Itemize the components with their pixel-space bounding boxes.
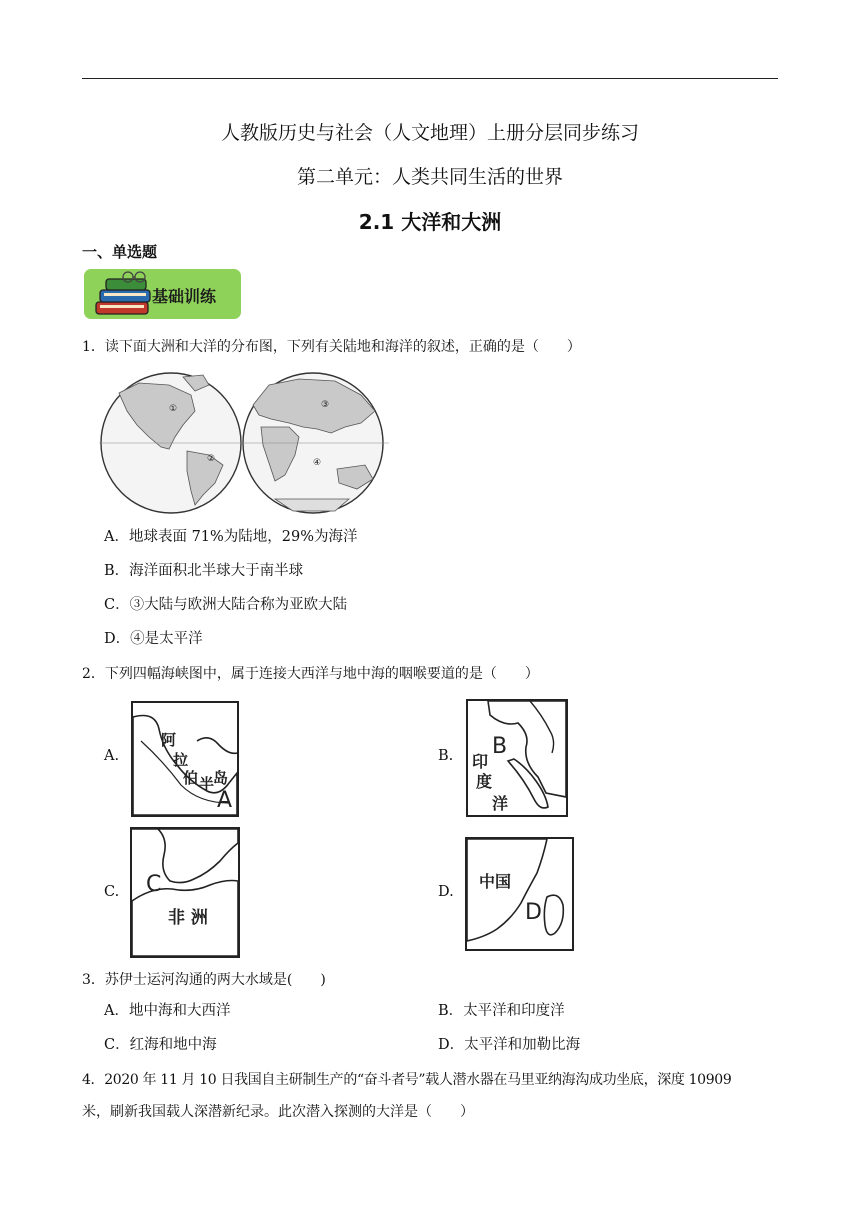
question-1-stem: 1．读下面大洲和大洋的分布图，下列有关陆地和海洋的叙述，正确的是（ ） (82, 339, 581, 355)
map-marker-2: ② (206, 454, 216, 464)
q3-option-d[interactable]: D．太平洋和加勒比海 (438, 1037, 581, 1053)
svg-text:C: C (146, 872, 162, 897)
question-4-stem-line1: 4．2020 年 11 月 10 日我国自主研制生产的“奋斗者号”载人潜水器在马里亚纳海沟成功坐底，深度 10909 (82, 1072, 732, 1088)
q1-option-a[interactable]: A．地球表面 71%为陆地，29%为海洋 (104, 529, 358, 545)
strait-map-d[interactable] (465, 837, 574, 951)
strait-map-a[interactable] (131, 701, 239, 817)
q2-option-c-label[interactable]: C. (104, 884, 120, 900)
question-3-stem: 3．苏伊士运河沟通的两大水域是( ) (82, 972, 326, 988)
q3-option-b[interactable]: B．太平洋和印度洋 (438, 1003, 565, 1019)
map-marker-1: ① (168, 404, 178, 414)
svg-text:拉: 拉 (173, 751, 189, 769)
svg-text:伯: 伯 (183, 769, 199, 787)
map-marker-3: ③ (320, 400, 330, 410)
world-hemispheres-map (99, 371, 389, 515)
question-2-stem: 2．下列四幅海峡图中，属于连接大西洋与地中海的咽喉要道的是（ ） (82, 666, 539, 682)
q3-option-c[interactable]: C．红海和地中海 (104, 1037, 217, 1053)
books-icon (90, 269, 160, 319)
svg-text:中国: 中国 (479, 872, 512, 891)
question-4-stem-line2: 米，刷新我国载人深潜新纪录。此次潜入探测的大洋是（ ） (82, 1104, 474, 1120)
svg-text:D: D (525, 900, 542, 925)
svg-text:A: A (217, 788, 233, 813)
q1-option-c[interactable]: C．③大陆与欧洲大陆合称为亚欧大陆 (104, 597, 348, 613)
svg-text:阿: 阿 (161, 731, 177, 749)
q1-option-b[interactable]: B．海洋面积北半球大于南半球 (104, 563, 304, 579)
training-badge (84, 269, 241, 319)
q3-option-a[interactable]: A．地中海和大西洋 (104, 1003, 231, 1019)
svg-text:度: 度 (476, 772, 493, 791)
q2-option-a-label[interactable]: A. (104, 748, 120, 764)
svg-text:半: 半 (199, 775, 215, 793)
svg-text:非 洲: 非 洲 (168, 908, 208, 928)
unit-title: 第二单元：人类共同生活的世界 (296, 166, 563, 188)
svg-text:岛: 岛 (213, 769, 229, 787)
section-heading: 一、单选题 (82, 243, 158, 261)
strait-map-c[interactable] (130, 827, 240, 958)
map-marker-4: ④ (312, 458, 322, 468)
header-rule (82, 78, 778, 79)
svg-text:B: B (492, 734, 508, 759)
lesson-title: 2.1 大洋和大洲 (358, 210, 502, 234)
svg-text:洋: 洋 (492, 794, 509, 813)
q2-option-d-label[interactable]: D. (438, 884, 454, 900)
document-title: 人教版历史与社会（人文地理）上册分层同步练习 (220, 122, 639, 144)
badge-label: 基础训练 (152, 287, 217, 306)
q2-option-b-label[interactable]: B. (438, 748, 454, 764)
q1-option-d[interactable]: D．④是太平洋 (104, 631, 203, 647)
svg-text:印: 印 (472, 752, 489, 771)
strait-map-b[interactable] (466, 699, 568, 817)
